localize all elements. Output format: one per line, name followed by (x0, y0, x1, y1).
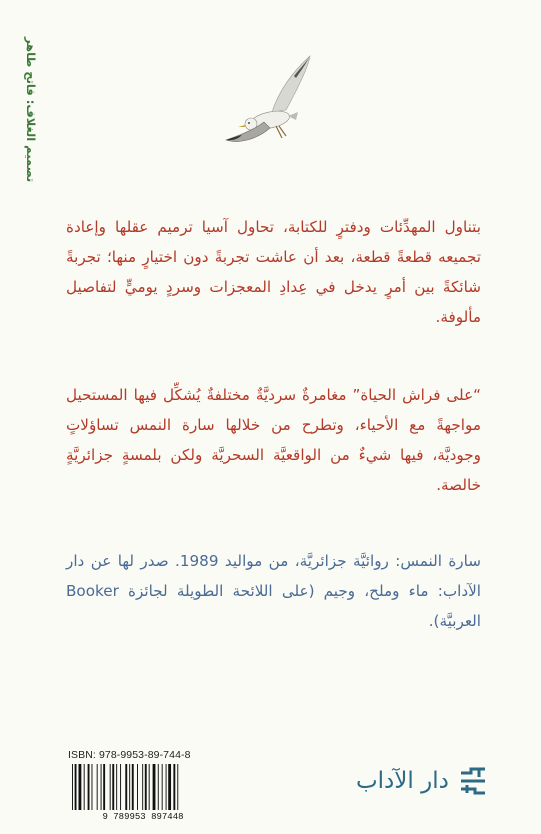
blurb-paragraph-2: “على فراش الحياة” مغامرةٌ سرديَّةٌ مختلفةٌ يُشكِّل فيها المستحيل مواجهةً مع الأحياء، وتطرح من خلالها سارة النمس تساؤلاتٍ وجوديَّة، فيها شيءٌ من الواقعيَّة السحريَّة ولكن بلمسةٍ جزائريَّةٍ خالصة. (66, 386, 481, 494)
barcode-block (68, 749, 218, 820)
publisher-name: دار الآداب (356, 768, 449, 794)
isbn-label: ISBN: 978-9953-89-744-8 (68, 749, 191, 761)
publisher-mark (356, 758, 516, 804)
cover-design-credit: تصميم الغلاف: فاتح طاهر (24, 36, 38, 182)
blurb-paragraph-1: بتناول المهدِّئات ودفترٍ للكتابة، تحاول آسيا ترميم عقلها وإعادة تجميعه قطعةً قطعة، بعد أن عاشت تجربةً دون اختيارٍ منها؛ تجربةً شائكةً بين أمرٍ يدخل في عِدادِ المعجزات وسردٍ يوميٍّ لتفاصيل مألوفة. (66, 218, 481, 326)
barcode (68, 764, 218, 820)
barcode-digits: 9 789953 897448 (102, 812, 184, 820)
adab-logo-icon (457, 765, 489, 797)
seagull-illustration (224, 54, 316, 150)
author-bio: سارة النمس: روائيَّة جزائريَّة، من مواليد 1989. صدر لها عن دار الآداب: ماء وملح، وجيم (على اللائحة الطويلة لجائزة Booker العربيَّة). (66, 552, 481, 630)
